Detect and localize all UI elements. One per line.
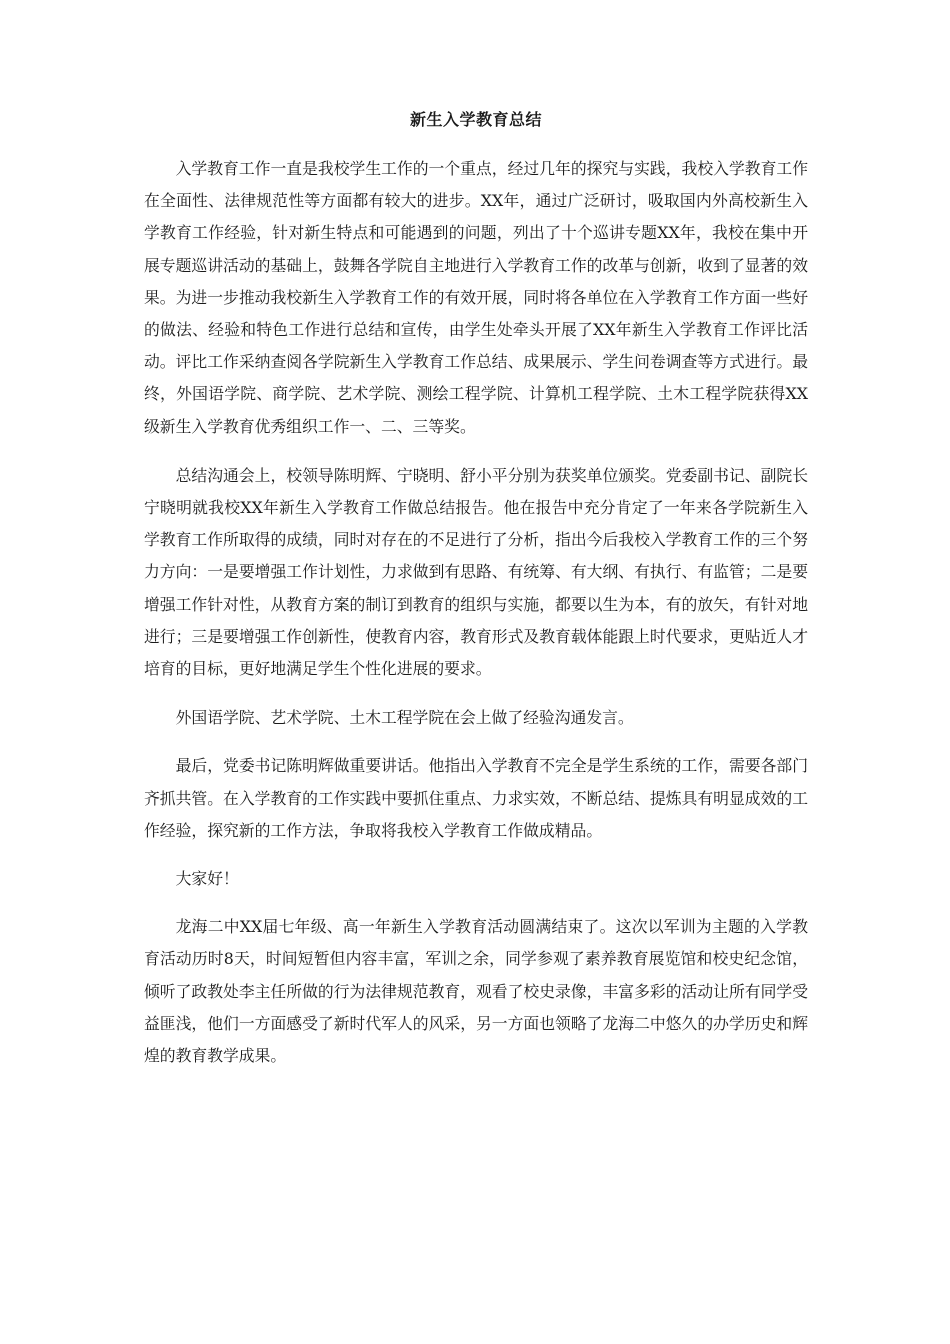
- paragraph-school-activity: 龙海二中XX届七年级、高一年新生入学教育活动圆满结束了。这次以军训为主题的入学教育活动历时8天，时间短暂但内容丰富，军训之余，同学参观了素养教育展览馆和校史纪念馆，倾听了政教处李主任所做的行为法律规范教育，观看了校史录像，丰富多彩的活动让所有同学受益匪浅，他们一方面感受了新时代军人的风采，另一方面也领略了龙海二中悠久的办学历史和辉煌的教育教学成果。: [144, 917, 808, 1066]
- paragraph-experience-sharing: 外国语学院、艺术学院、土木工程学院在会上做了经验沟通发言。: [175, 708, 634, 728]
- paragraph-intro: 入学教育工作一直是我校学生工作的一个重点，经过几年的探究与实践，我校入学教育工作在全面性、法律规范性等方面都有较大的进步。XX年，通过广泛研讨，吸取国内外高校新生入学教育工作经验，针对新生特点和可能遇到的问题，列出了十个巡讲专题XX年，我校在集中开展专题巡讲活动的基础上，鼓舞各学院自主地进行入学教育工作的改革与创新，收到了显著的效果。为进一步推动我校新生入学教育工作的有效开展，同时将各单位在入学教育工作方面一些好的做法、经验和特色工作进行总结和宣传，由学生处牵头开展了XX年新生入学教育工作评比活动。评比工作采纳查阅各学院新生入学教育工作总结、成果展示、学生问卷调查等方式进行。最终，外国语学院、商学院、艺术学院、测绘工程学院、计算机工程学院、土木工程学院获得XX级新生入学教育优秀组织工作一、二、三等奖。: [144, 159, 808, 436]
- paragraph-greeting: 大家好！: [175, 869, 239, 889]
- paragraph-closing-speech: 最后，党委书记陈明辉做重要讲话。他指出入学教育不完全是学生系统的工作，需要各部门齐抓共管。在入学教育的工作实践中要抓住重点、力求实效，不断总结、提炼具有明显成效的工作经验，探究新的工作方法，争取将我校入学教育工作做成精品。: [144, 756, 808, 840]
- document-title: 新生入学教育总结: [409, 110, 542, 129]
- document-page: [144, 108, 808, 1088]
- paragraph-summary-meeting: 总结沟通会上，校领导陈明辉、宁晓明、舒小平分别为获奖单位颁奖。党委副书记、副院长宁晓明就我校XX年新生入学教育工作做总结报告。他在报告中充分肯定了一年来各学院新生入学教育工作所取得的成绩，同时对存在的不足进行了分析，指出今后我校入学教育工作的三个努力方向：一是要增强工作计划性，力求做到有思路、有统筹、有大纲、有执行、有监管；二是要增强工作针对性，从教育方案的制订到教育的组织与实施，都要以生为本，有的放矢，有针对地进行；三是要增强工作创新性，使教育内容，教育形式及教育载体能跟上时代要求，更贴近人才培育的目标，更好地满足学生个性化进展的要求。: [144, 465, 808, 679]
